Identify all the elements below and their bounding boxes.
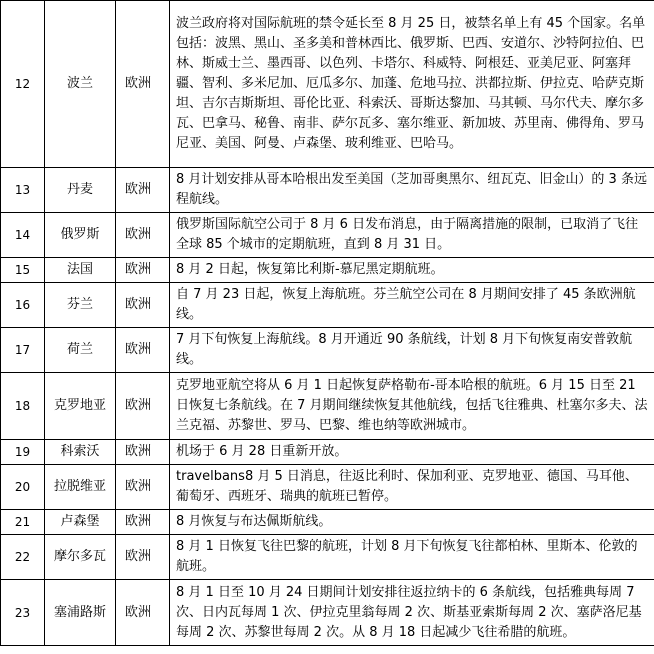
region-name: 欧洲 xyxy=(116,373,170,440)
row-number: 17 xyxy=(1,328,45,373)
country-name: 摩尔多瓦 xyxy=(45,535,116,580)
row-number: 23 xyxy=(1,580,45,646)
region-name: 欧洲 xyxy=(116,283,170,328)
row-number: 21 xyxy=(1,510,45,535)
region-name: 欧洲 xyxy=(116,328,170,373)
flight-description: 机场于 6 月 28 日重新开放。 xyxy=(170,440,654,465)
region-name: 欧洲 xyxy=(116,213,170,258)
country-name: 拉脱维亚 xyxy=(45,465,116,510)
flight-description: 8 月 1 日恢复飞往巴黎的航班，计划 8 月下旬恢复飞往都柏林、里斯本、伦敦的航班。 xyxy=(170,535,654,580)
country-name: 芬兰 xyxy=(45,283,116,328)
row-number: 19 xyxy=(1,440,45,465)
flight-description: travelbans8 月 5 日消息，往返比利时、保加利亚、克罗地亚、德国、马耳他、葡萄牙、西班牙、瑞典的航班已暂停。 xyxy=(170,465,654,510)
country-name: 波兰 xyxy=(45,1,116,168)
table-row xyxy=(1,510,654,535)
table-row xyxy=(1,213,654,258)
region-name: 欧洲 xyxy=(116,465,170,510)
region-name: 欧洲 xyxy=(116,258,170,283)
table-row xyxy=(1,440,654,465)
row-number: 13 xyxy=(1,168,45,213)
region-name: 欧洲 xyxy=(116,168,170,213)
row-number: 18 xyxy=(1,373,45,440)
region-name: 欧洲 xyxy=(116,510,170,535)
country-name: 科索沃 xyxy=(45,440,116,465)
row-number: 22 xyxy=(1,535,45,580)
table-row xyxy=(1,1,654,168)
country-name: 荷兰 xyxy=(45,328,116,373)
table-row xyxy=(1,465,654,510)
row-number: 12 xyxy=(1,1,45,168)
row-number: 14 xyxy=(1,213,45,258)
country-name: 俄罗斯 xyxy=(45,213,116,258)
region-name: 欧洲 xyxy=(116,1,170,168)
table-row xyxy=(1,535,654,580)
flight-description: 波兰政府将对国际航班的禁令延长至 8 月 25 日，被禁名单上有 45 个国家。名单包括：波黑、黑山、圣多美和普林西比、俄罗斯、巴西、安道尔、沙特阿拉伯、巴林、斯威士兰、墨西哥、以色列、卡塔尔、科威特、阿根廷、亚美尼亚、阿塞拜疆、智利、多米尼加、厄瓜多尔、加蓬、危地马拉、洪都拉斯、伊拉克、哈萨克斯坦、吉尔吉斯斯坦、哥伦比亚、科索沃、哥斯达黎加、马其顿、马尔代夫、摩尔多瓦、巴拿马、秘鲁、南非、萨尔瓦多、塞尔维亚、新加坡、苏里南、佛得角、罗马尼亚、美国、阿曼、卢森堡、玻利维亚、巴哈马。 xyxy=(170,1,654,168)
table-row xyxy=(1,258,654,283)
flight-description: 8 月计划安排从哥本哈根出发至美国（芝加哥奥黑尔、纽瓦克、旧金山）的 3 条远程航线。 xyxy=(170,168,654,213)
table-row xyxy=(1,580,654,646)
country-name: 丹麦 xyxy=(45,168,116,213)
row-number: 20 xyxy=(1,465,45,510)
flight-description: 8 月恢复与布达佩斯航线。 xyxy=(170,510,654,535)
table-row xyxy=(1,373,654,440)
region-name: 欧洲 xyxy=(116,580,170,646)
table-row xyxy=(1,328,654,373)
flight-description: 8 月 2 日起，恢复第比利斯-慕尼黑定期航班。 xyxy=(170,258,654,283)
flight-description: 俄罗斯国际航空公司于 8 月 6 日发布消息，由于隔离措施的限制，已取消了飞往全球 85 个城市的定期航班，直到 8 月 31 日。 xyxy=(170,213,654,258)
table-row xyxy=(1,168,654,213)
country-name: 克罗地亚 xyxy=(45,373,116,440)
flight-description: 克罗地亚航空将从 6 月 1 日起恢复萨格勒布-哥本哈根的航班。6 月 15 日至 21 日恢复七条航线。在 7 月期间继续恢复其他航线，包括飞往雅典、杜塞尔多夫、法兰克福、苏黎世、罗马、巴黎、维也纳等欧洲城市。 xyxy=(170,373,654,440)
flight-description: 8 月 1 日至 10 月 24 日期间计划安排往返拉纳卡的 6 条航线，包括雅典每周 7 次、日内瓦每周 1 次、伊拉克里翁每周 2 次、斯基亚索斯每周 2 次、塞萨洛尼基每周 2 次、苏黎世每周 2 次。从 8 月 18 日起减少飞往希腊的航班。 xyxy=(170,580,654,646)
country-name: 卢森堡 xyxy=(45,510,116,535)
row-number: 16 xyxy=(1,283,45,328)
flight-description: 自 7 月 23 日起，恢复上海航班。芬兰航空公司在 8 月期间安排了 45 条欧洲航线。 xyxy=(170,283,654,328)
country-name: 塞浦路斯 xyxy=(45,580,116,646)
region-name: 欧洲 xyxy=(116,535,170,580)
flight-description: 7 月下旬恢复上海航线。8 月开通近 90 条航线，计划 8 月下旬恢复南安普敦航线。 xyxy=(170,328,654,373)
row-number: 15 xyxy=(1,258,45,283)
country-name: 法国 xyxy=(45,258,116,283)
table-row xyxy=(1,283,654,328)
region-name: 欧洲 xyxy=(116,440,170,465)
